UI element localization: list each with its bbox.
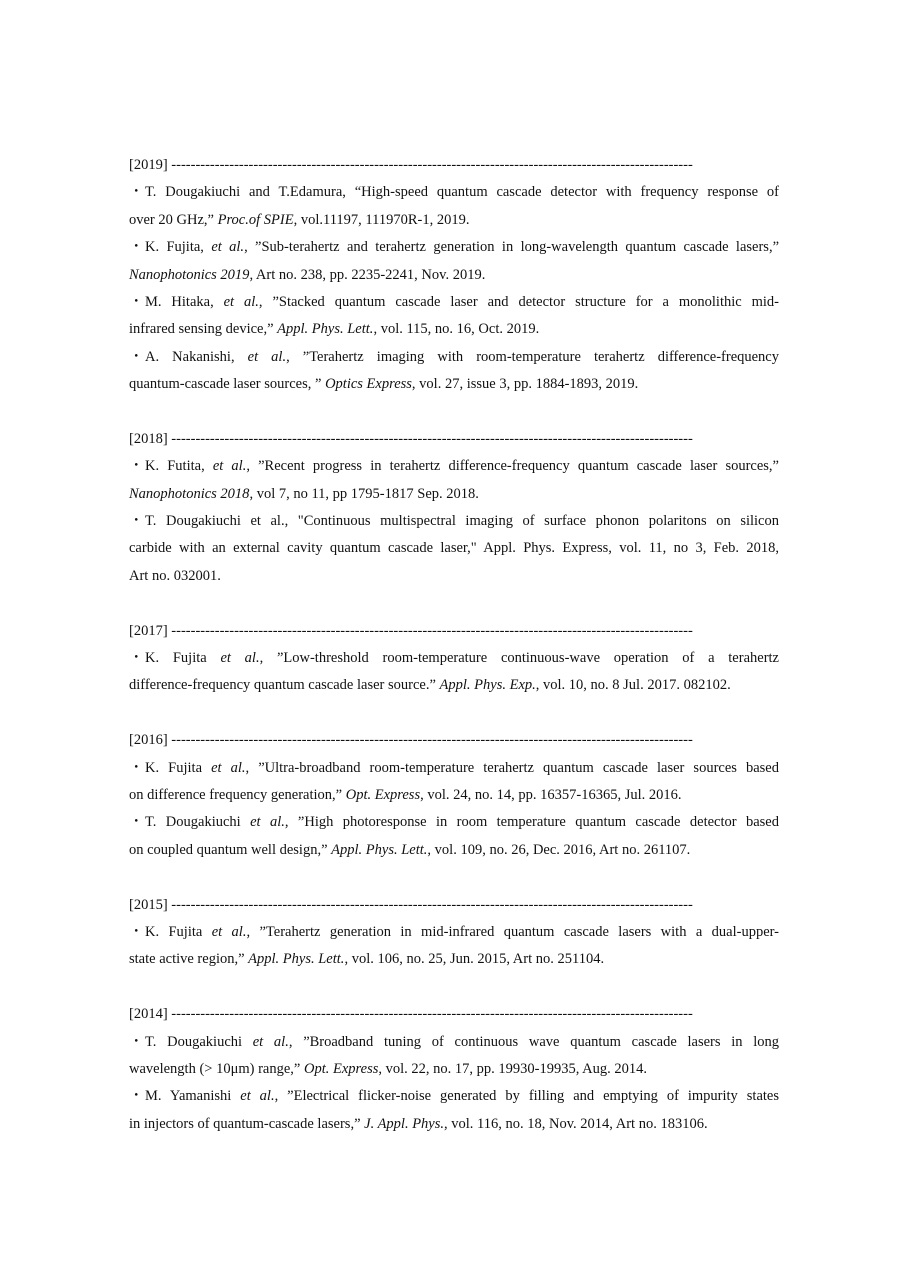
citation-text: , vol. 116, no. 18, Nov. 2014, Art no. 183106. — [444, 1115, 708, 1132]
bullet-marker: ・ — [129, 458, 144, 475]
publication-entry — [129, 344, 779, 399]
italic-text: Opt. Express — [303, 1060, 379, 1077]
italic-text: Appl. Phys. Lett. — [248, 951, 345, 968]
italic-text: et al. — [240, 1088, 275, 1105]
publication-entry — [129, 1083, 779, 1138]
section-spacer — [129, 590, 779, 617]
entry-line — [129, 755, 779, 782]
citation-text: T. Dougakiuchi — [145, 814, 251, 831]
entry-line — [129, 207, 779, 234]
citation-text: , vol. 10, no. 8 Jul. 2017. 082102. — [535, 677, 731, 694]
publication-entry — [129, 809, 779, 864]
citation-text: , vol.11197, 111970R-1, 2019. — [293, 211, 470, 228]
entry-line — [129, 782, 779, 809]
year-heading — [129, 426, 779, 453]
publication-list — [129, 152, 779, 1138]
year-label: [2014] — [129, 1006, 172, 1023]
citation-text: A. Nakanishi, — [145, 348, 248, 365]
citation-text: carbide with an external cavity quantum cascade laser," Appl. Phys. Express, vol. 11, no 3, Feb. 2018, — [129, 540, 779, 557]
bullet-marker: ・ — [129, 759, 144, 776]
italic-text: Nanophotonics 2019 — [129, 266, 250, 283]
italic-text: et al. — [247, 348, 287, 365]
citation-text: over 20 GHz,” — [129, 211, 218, 228]
year-label: [2019] — [129, 157, 172, 173]
section-spacer — [129, 700, 779, 727]
italic-text: et al. — [211, 759, 246, 776]
dash-rule: ------------------------------------------------------------------------------------------------------------ — [171, 430, 693, 447]
entry-line — [129, 453, 779, 480]
publication-entry — [129, 508, 779, 590]
citation-text: , vol. 109, no. 26, Dec. 2016, Art no. 261107. — [427, 841, 691, 858]
italic-text: et al. — [252, 1033, 289, 1050]
bullet-marker: ・ — [129, 1088, 144, 1105]
entry-line — [129, 371, 779, 398]
entry-line — [129, 837, 779, 864]
citation-text: , ”Sub-terahertz and terahertz generation in long-wavelength quantum cascade lasers,” — [244, 239, 779, 256]
entry-line — [129, 234, 779, 261]
citation-text: , ”Broadband tuning of continuous wave quantum cascade lasers in long — [288, 1033, 779, 1050]
citation-text: , ”Ultra-broadband room-temperature terahertz quantum cascade laser sources based — [245, 759, 779, 776]
citation-text: state active region,” — [129, 951, 249, 968]
section-spacer — [129, 864, 779, 891]
entry-line — [129, 481, 779, 508]
bullet-marker: ・ — [129, 1033, 144, 1050]
bullet-marker: ・ — [129, 513, 144, 530]
italic-text: et al. — [212, 458, 247, 475]
entry-line — [129, 508, 779, 535]
dash-rule: ------------------------------------------------------------------------------------------------------------ — [171, 622, 693, 639]
dash-rule: ------------------------------------------------------------------------------------------------------------ — [171, 732, 693, 749]
bullet-marker: ・ — [129, 239, 144, 256]
publication-entry — [129, 453, 779, 508]
italic-text: Proc.of SPIE — [217, 211, 294, 228]
year-heading — [129, 727, 779, 754]
publication-entry — [129, 755, 779, 810]
entry-line — [129, 535, 779, 562]
citation-text: , Art no. 238, pp. 2235-2241, Nov. 2019. — [249, 266, 486, 283]
year-label: [2018] — [129, 430, 172, 447]
citation-text: M. Hitaka, — [145, 293, 224, 310]
entry-line — [129, 645, 779, 672]
italic-text: et al. — [223, 293, 259, 310]
italic-text: Appl. Phys. Lett. — [331, 841, 428, 858]
citation-text: K. Fujita — [145, 759, 212, 776]
citation-text: , ”Electrical flicker-noise generated by filling and emptying of impurity states — [274, 1088, 779, 1105]
year-label: [2016] — [129, 732, 172, 749]
bullet-marker: ・ — [129, 814, 144, 831]
entry-line — [129, 344, 779, 371]
year-heading — [129, 152, 779, 179]
citation-text: in injectors of quantum-cascade lasers,” — [129, 1115, 365, 1132]
entry-line — [129, 179, 779, 206]
publication-entry — [129, 645, 779, 700]
publication-entry — [129, 919, 779, 974]
publication-entry — [129, 289, 779, 344]
publication-entry — [129, 1029, 779, 1084]
citation-text: , vol. 24, no. 14, pp. 16357-16365, Jul. 2016. — [420, 786, 682, 803]
italic-text: Optics Express — [325, 376, 412, 393]
entry-line — [129, 1029, 779, 1056]
citation-text: , ”Low-threshold room-temperature continuous-wave operation of a terahertz — [259, 650, 779, 667]
entry-line — [129, 919, 779, 946]
section-spacer — [129, 974, 779, 1001]
citation-text: on difference frequency generation,” — [129, 786, 346, 803]
section-spacer — [129, 399, 779, 426]
entry-line — [129, 563, 779, 590]
citation-text: , ”Terahertz imaging with room-temperature terahertz difference-frequency — [286, 348, 779, 365]
dash-rule: ------------------------------------------------------------------------------------------------------------ — [171, 157, 693, 173]
italic-text: et al. — [211, 239, 245, 256]
italic-text: Appl. Phys. Lett. — [277, 321, 374, 338]
italic-text: et al. — [220, 650, 260, 667]
entry-line — [129, 316, 779, 343]
citation-text: K. Fujita, — [145, 239, 212, 256]
citation-text: , ”Terahertz generation in mid-infrared quantum cascade lasers with a dual-upper- — [246, 923, 779, 940]
entry-line — [129, 1056, 779, 1083]
italic-text: J. Appl. Phys. — [364, 1115, 445, 1132]
entry-line — [129, 1083, 779, 1110]
dash-rule: ------------------------------------------------------------------------------------------------------------ — [171, 896, 693, 913]
citation-text: infrared sensing device,” — [129, 321, 278, 338]
entry-line — [129, 289, 779, 316]
citation-text: wavelength (> 10μm) range,” — [129, 1060, 304, 1077]
citation-text: , vol. 27, issue 3, pp. 1884-1893, 2019. — [411, 376, 639, 393]
bullet-marker: ・ — [129, 923, 144, 940]
citation-text: Art no. 032001. — [129, 567, 221, 584]
publication-entry — [129, 234, 779, 289]
bullet-marker: ・ — [129, 293, 144, 310]
bullet-marker: ・ — [129, 650, 144, 667]
citation-text: difference-frequency quantum cascade laser source.” — [129, 677, 440, 694]
bullet-marker: ・ — [129, 184, 144, 201]
entry-line — [129, 946, 779, 973]
entry-line — [129, 672, 779, 699]
citation-text: K. Fujita — [145, 923, 212, 940]
citation-text: , vol. 115, no. 16, Oct. 2019. — [373, 321, 540, 338]
citation-text: , ”Recent progress in terahertz difference-frequency quantum cascade laser sources,” — [246, 458, 779, 475]
citation-text: , ”Stacked quantum cascade laser and detector structure for a monolithic mid- — [258, 293, 779, 310]
citation-text: , vol 7, no 11, pp 1795-1817 Sep. 2018. — [249, 485, 479, 502]
italic-text: et al. — [211, 923, 247, 940]
citation-text: on coupled quantum well design,” — [129, 841, 332, 858]
year-label: [2015] — [129, 896, 172, 913]
italic-text: Opt. Express — [345, 786, 421, 803]
year-heading — [129, 618, 779, 645]
publication-entry — [129, 179, 779, 234]
citation-text: , ”High photoresponse in room temperature quantum cascade detector based — [284, 814, 779, 831]
citation-text: T. Dougakiuchi and T.Edamura, “High-speed quantum cascade detector with frequency response of — [145, 184, 779, 201]
year-label: [2017] — [129, 622, 172, 639]
entry-line — [129, 809, 779, 836]
entry-line — [129, 1111, 779, 1138]
italic-text: Nanophotonics 2018 — [129, 485, 250, 502]
citation-text: , vol. 106, no. 25, Jun. 2015, Art no. 251104. — [344, 951, 605, 968]
entry-line — [129, 262, 779, 289]
citation-text: K. Fujita — [145, 650, 221, 667]
citation-text: quantum-cascade laser sources, ” — [129, 376, 326, 393]
bullet-marker: ・ — [129, 348, 144, 365]
citation-text: T. Dougakiuchi et al., "Continuous multispectral imaging of surface phonon polaritons on silicon — [145, 513, 779, 530]
citation-text: M. Yamanishi — [145, 1088, 241, 1105]
italic-text: Appl. Phys. Exp. — [439, 677, 536, 694]
citation-text: T. Dougakiuchi — [145, 1033, 253, 1050]
citation-text: K. Futita, — [145, 458, 213, 475]
citation-text: , vol. 22, no. 17, pp. 19930-19935, Aug. 2014. — [378, 1060, 648, 1077]
year-heading — [129, 1001, 779, 1028]
dash-rule: ------------------------------------------------------------------------------------------------------------ — [171, 1006, 693, 1023]
italic-text: et al. — [250, 814, 285, 831]
year-heading — [129, 892, 779, 919]
